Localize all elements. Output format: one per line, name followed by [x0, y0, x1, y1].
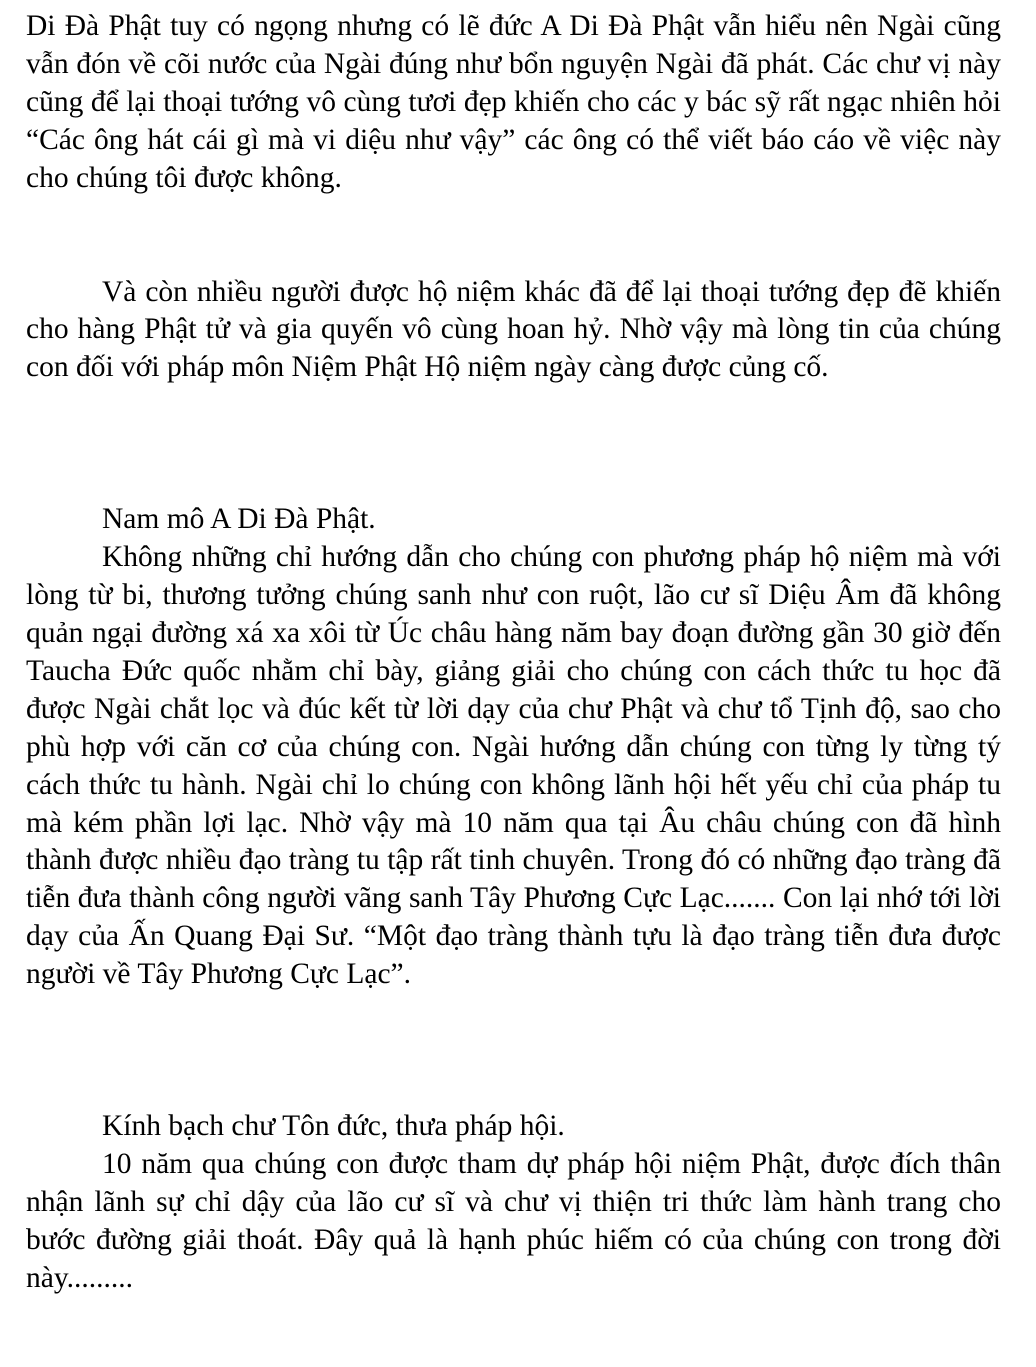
paragraph-intro: Di Đà Phật tuy có ngọng nhưng có lẽ đức A Di Đà Phật vẫn hiểu nên Ngài cũng vẫn đón về cõi nước của Ngài đúng như bổn nguyện Ngài đã phát. Các chư vị này cũng để lại thoại tướng vô cùng tươi đẹp khiến cho các y bác sỹ rất ngạc nhiên hỏi “Các ông hát cái gì mà vi diệu như vậy” các ông có thể viết báo cáo về việc này cho chúng tôi được không.	[26, 10, 1001, 194]
paragraph-guidance: Không những chỉ hướng dẫn cho chúng con phương pháp hộ niệm mà với lòng từ bi, thương tưởng chúng sanh như con ruột, lão cư sĩ Diệu Âm đã không quản ngại đường xá xa xôi từ Úc châu hàng năm bay đoạn đường gần 30 giờ đến Taucha Đức quốc nhằm chỉ bày, giảng giải cho chúng con cách thức tu học đã được Ngài chắt lọc và đúc kết từ lời dạy của chư Phật và chư tổ Tịnh độ, sao cho phù hợp với căn cơ của chúng con. Ngài hướng dẫn chúng con từng ly từng tý cách thức tu hành. Ngài chỉ lo chúng con không lãnh hội hết yếu chỉ của pháp tu mà kém phần lợi lạc. Nhờ vậy mà 10 năm qua tại Âu châu chúng con đã hình thành được nhiều đạo tràng tu tập rất tinh chuyên. Trong đó có những đạo tràng đã tiễn đưa thành công người vãng sanh Tây Phương Cực Lạc....... Con lại nhớ tới lời dạy của Ấn Quang Đại Sư. “Một đạo tràng thành tựu là đạo tràng tiễn đưa được người về Tây Phương Cực Lạc”.	[26, 541, 1001, 991]
paragraph-recitation-results: Và còn nhiều người được hộ niệm khác đã để lại thoại tướng đẹp đẽ khiến cho hàng Phật tử và gia quyến vô cùng hoan hỷ. Nhờ vậy mà lòng tin của chúng con đối với pháp môn Niệm Phật Hộ niệm ngày càng được củng cố.	[26, 275, 1001, 384]
paragraph-spacer	[26, 387, 1001, 501]
paragraph-spacer	[26, 994, 1001, 1108]
paragraph-address: Kính bạch chư Tôn đức, thưa pháp hội.	[102, 1110, 565, 1143]
paragraph-salutation: Nam mô A Di Đà Phật.	[102, 503, 376, 536]
paragraph-gratitude: 10 năm qua chúng con được tham dự pháp hội niệm Phật, được đích thân nhận lãnh sự chỉ dậy của lão cư sĩ và chư vị thiện tri thức làm hành trang cho bước đường giải thoát. Đây quả là hạnh phúc hiếm có của chúng con trong đời này.........	[26, 1147, 1001, 1294]
document-page	[26, 8, 1001, 1298]
paragraph-spacer	[26, 198, 1001, 274]
